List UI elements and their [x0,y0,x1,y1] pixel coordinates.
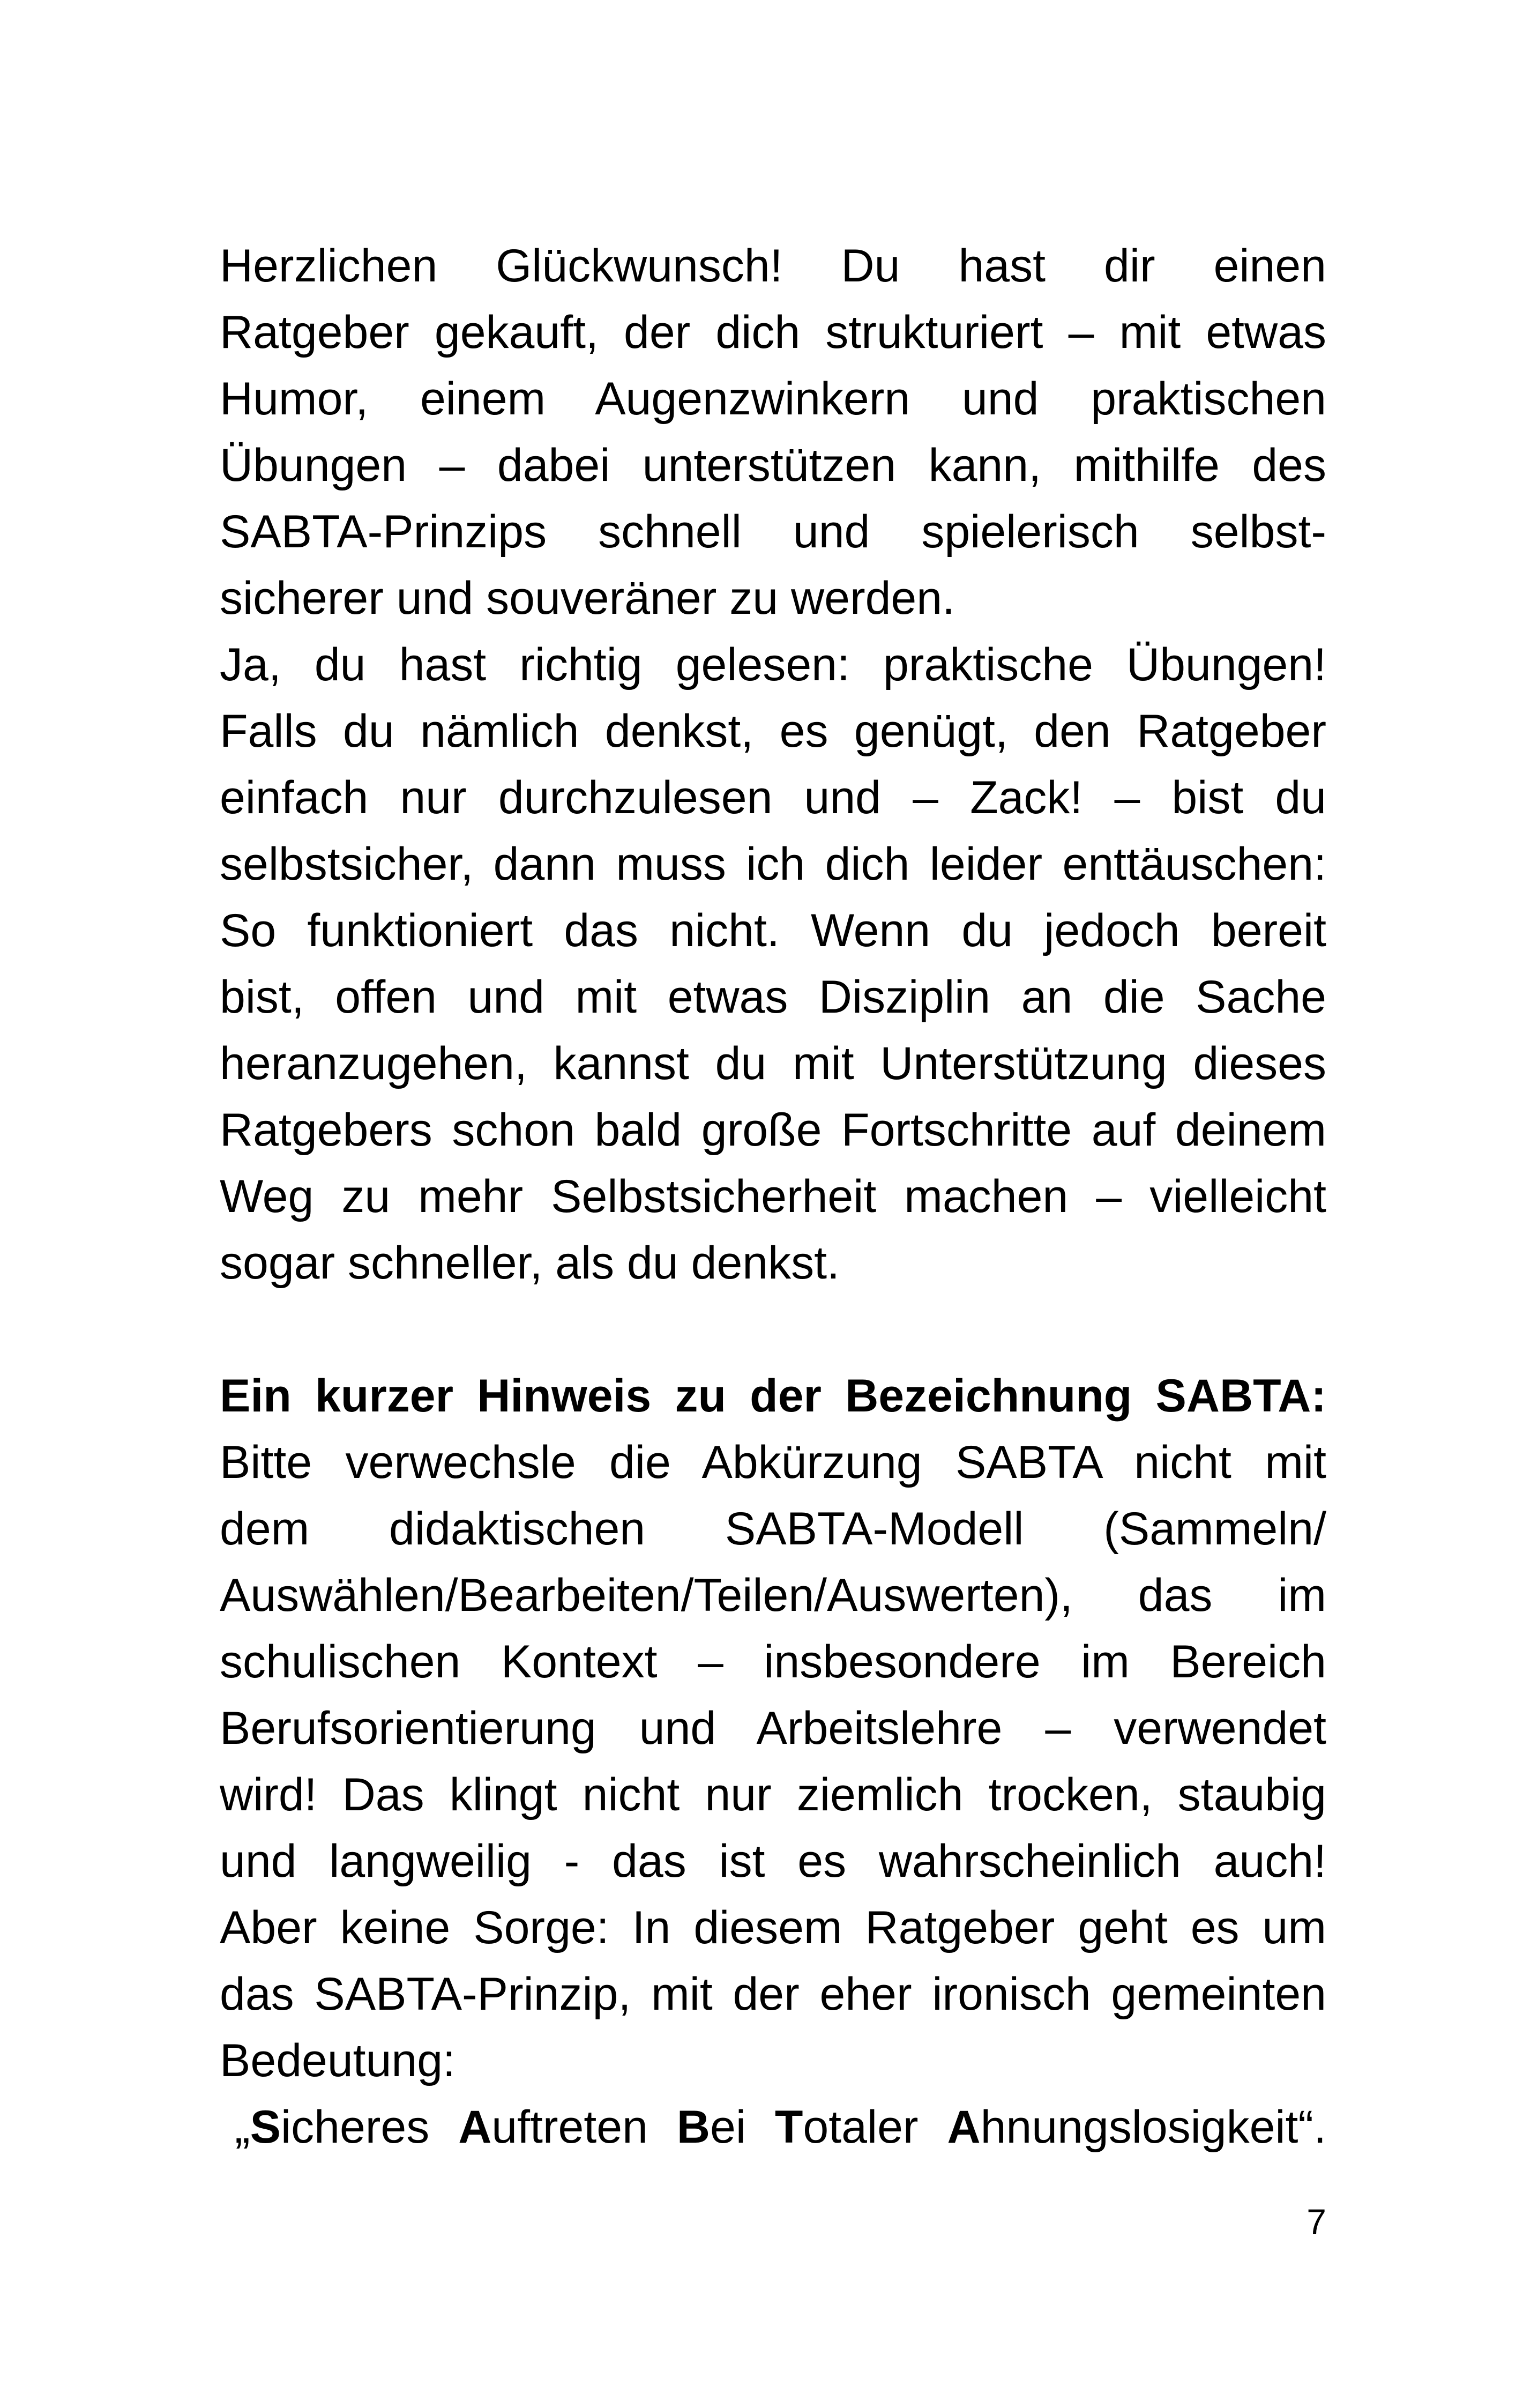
text-line: Weg zu mehr Selbstsicherheit machen – vielleicht [220,1171,1326,1222]
text-line [220,2094,1326,2160]
text-line: Ratgebers schon bald große Fortschritte auf deinem [220,1104,1326,1156]
text-segment: hnungslosigkeit“. [980,2101,1326,2153]
paragraph-sabta-explanation [220,1429,1326,2094]
text-line: Berufsorientierung und Arbeitslehre – verwendet [220,1703,1326,1754]
text-line: Ja, du hast richtig gelesen: praktische Übungen! [220,639,1326,690]
text-line: Herzlichen Glückwunsch! Du hast dir einen [220,240,1326,292]
acronym-letter: A [458,2101,492,2153]
text-line: schulischen Kontext – insbesondere im Bereich [220,1636,1326,1688]
text-line: heranzugehen, kannst du mit Unterstützung dieses [220,1038,1326,1089]
text-segment: uftreten [491,2101,677,2153]
text-line: SABTA-Prinzips schnell und spielerisch selbst- [220,506,1326,558]
text-line: Bedeutung: [220,2035,456,2086]
text-segment: „ [235,2101,250,2153]
section-heading-sabta [220,1363,1326,1429]
text-line: dem didaktischen SABTA-Modell (Sammeln/ [220,1503,1326,1555]
text-line: sicherer und souveräner zu werden. [220,573,955,624]
text-line: das SABTA-Prinzip, mit der eher ironisch gemeinten [220,1968,1326,2020]
text-line: wird! Das klingt nicht nur ziemlich trocken, staubig [220,1769,1326,1820]
text-line: einfach nur durchzulesen und – Zack! – bist du [220,772,1326,823]
acronym-letter: S [250,2101,281,2153]
acronym-letter: A [947,2101,981,2153]
text-line: Bitte verwechsle die Abkürzung SABTA nicht mit [220,1437,1326,1488]
text-line: So funktioniert das nicht. Wenn du jedoch bereit [220,905,1326,956]
text-segment: ei [710,2101,775,2153]
text-line: Ratgeber gekauft, der dich strukturiert – mit etwas [220,307,1326,358]
text-line: Ein kurzer Hinweis zu der Bezeichnung SABTA: [220,1370,1326,1422]
text-line: und langweilig - das ist es wahrscheinlich auch! [220,1835,1326,1887]
text-block [220,233,1326,2160]
text-line: Humor, einem Augenzwinkern und praktischen [220,373,1326,425]
text-segment: otaler [803,2101,947,2153]
page-number: 7 [1307,2202,1326,2241]
text-line: bist, offen und mit etwas Disziplin an die Sache [220,971,1326,1023]
acronym-letter: B [676,2101,710,2153]
text-line: Falls du nämlich denkst, es genügt, den Ratgeber [220,705,1326,757]
text-segment: icheres [281,2101,459,2153]
text-line: selbstsicher, dann muss ich dich leider enttäuschen: [220,838,1326,890]
acronym-letter: T [774,2101,803,2153]
quote-sabta-meaning [220,2094,1326,2160]
text-line: Aber keine Sorge: In diesem Ratgeber geht es um [220,1902,1326,1953]
text-line: Auswählen/Bearbeiten/Teilen/Auswerten), das im [220,1570,1326,1621]
paragraph-exercises [220,631,1326,1296]
text-line: sogar schneller, als du denkst. [220,1237,840,1289]
text-line: Übungen – dabei unterstützen kann, mithilfe des [220,440,1326,491]
paragraph-welcome [220,233,1326,631]
